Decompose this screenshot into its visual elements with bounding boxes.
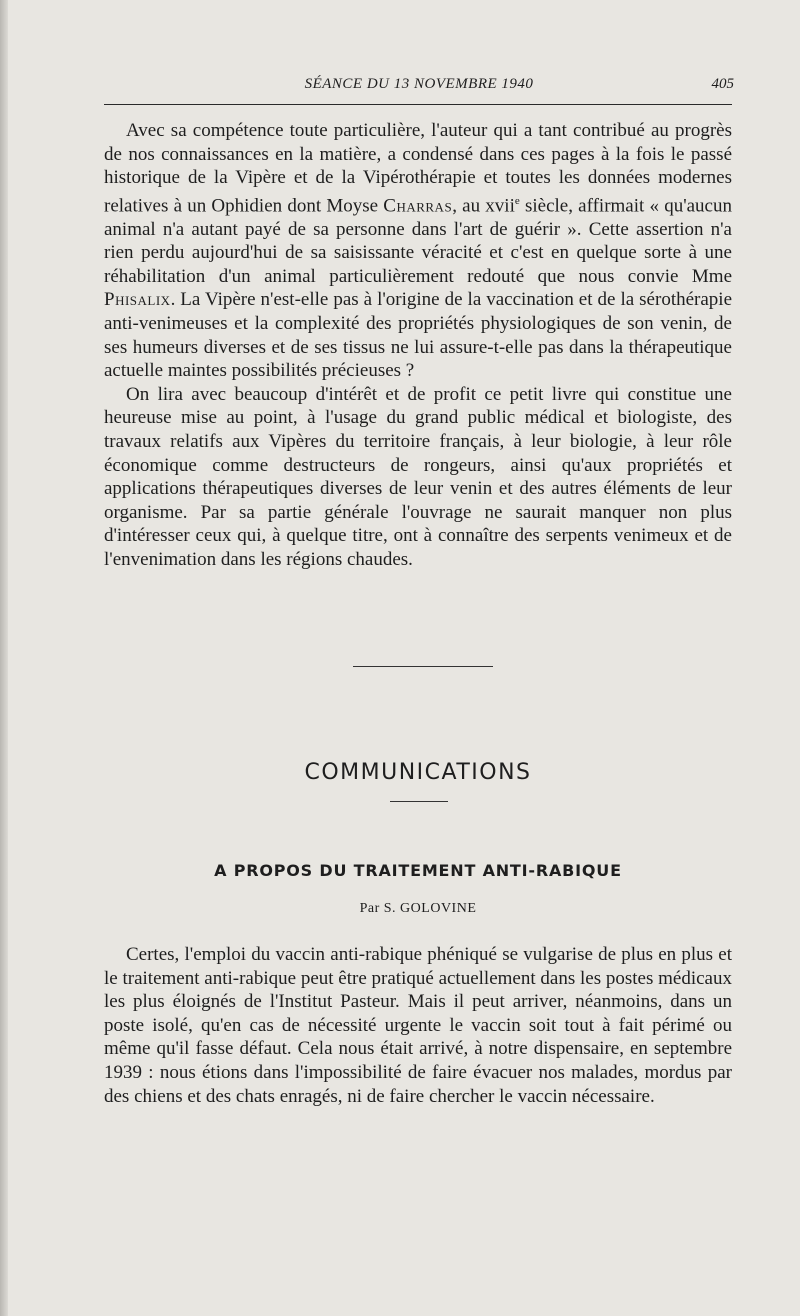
review-text-segment: siècle, affirmait « qu'aucun animal n'a autant payé de sa personne dans l'art de guérir ». Cette assertion n'a rien perdu aujourd'hui de sa saisissante véracité et c'est en quelque sorte à une réhabilitation d'un animal particulièrement redouté que nous convie Mme (104, 195, 732, 287)
page-number: 405 (711, 76, 734, 92)
author-name-phisalix: Phisalix (104, 289, 171, 311)
article-text (104, 943, 732, 1108)
running-title: SÉANCE DU 13 NOVEMBRE 1940 (304, 76, 534, 92)
review-text-segment: , au xvii (452, 195, 515, 217)
article-paragraph-1: Certes, l'emploi du vaccin anti-rabique phéniqué se vulgarise de plus en plus et le traitement anti-rabique peut être pratiqué actuellement dans les postes médicaux les plus éloignés de l'Institut Pasteur. Mais il peut arriver, néanmoins, dans un poste isolé, qu'en cas de nécessité urgente le vaccin soit tout à fait périmé ou même qu'il fasse défaut. Cela nous était arrivé, à notre dispensaire, en septembre 1939 : nous étions dans l'impossibilité de faire évacuer nos malades, mordus par des chiens et des chats enragés, ni de faire chercher le vaccin nécessaire. (104, 944, 732, 1107)
page-spine-shadow (0, 0, 8, 1316)
review-text-segment: Avec sa compétence toute particulière, l'auteur qui a tant contribué au progrès de nos connaissances en la matière, a condensé dans ces pages à la fois le passé historique de la Vipère et de la Vipérothérapie et toutes les données modernes relatives à un Ophidien dont Moyse (104, 120, 732, 217)
section-separator-rule (353, 666, 493, 667)
section-heading: COMMUNICATIONS (304, 760, 532, 785)
book-review-text (104, 119, 732, 572)
century-superscript: e (514, 194, 520, 207)
article-byline: Par S. GOLOVINE (359, 901, 477, 916)
review-paragraph-1 (104, 119, 732, 383)
review-text-segment: . La Vipère n'est-elle pas à l'origine de la vaccination et de la sérothérapie anti-venimeuses et la complexité des propriétés physiologiques de son venin, de ses humeurs diverses et de ses tissus ne lui assure-t-elle pas dans la thérapeutique actuelle maintes possibilités précieuses ? (104, 289, 732, 382)
heading-underline (390, 801, 448, 802)
article-title: A PROPOS DU TRAITEMENT ANTI-RABIQUE (214, 861, 622, 880)
header-rule (104, 104, 732, 105)
review-paragraph-2: On lira avec beaucoup d'intérêt et de profit ce petit livre qui constitue une heureuse mise au point, à l'usage du grand public médical et biologiste, des travaux relatifs aux Vipères du territoire français, à leur biologie, à leur rôle économique comme destructeurs de rongeurs, ainsi qu'aux propriétés et applications thérapeutiques diverses de leur venin et des autres éléments de leur organisme. Par sa partie générale l'ouvrage ne saurait manquer non plus d'intéresser ceux qui, à quelque titre, ont à connaître des serpents venimeux et de l'envenimation dans les régions chaudes. (104, 383, 732, 571)
author-name-charras: Charras (383, 195, 453, 217)
running-header (104, 76, 734, 98)
